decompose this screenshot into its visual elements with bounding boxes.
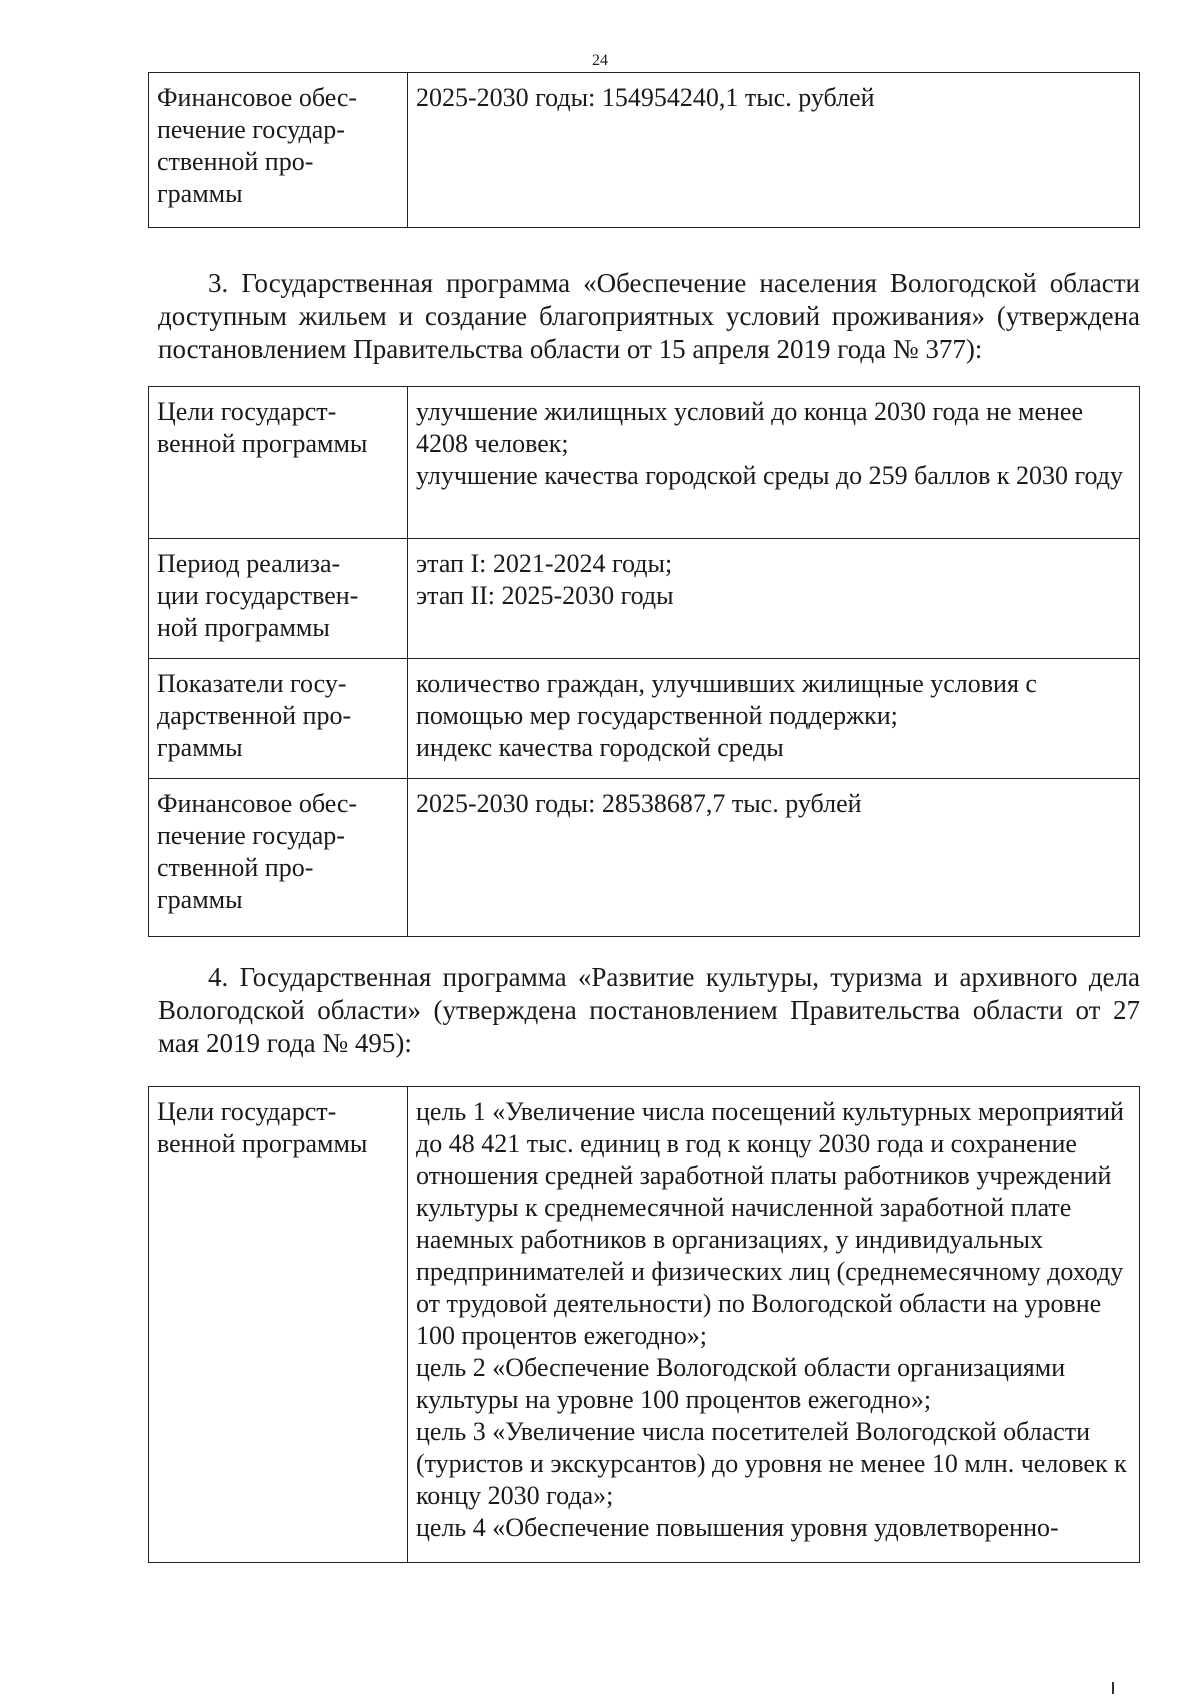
row-value-financing: 2025-2030 годы: 154954240,1 тыс. рублей <box>408 73 1140 228</box>
row-value-period: этап I: 2021-2024 годы; этап II: 2025-2030 годы <box>408 539 1140 659</box>
table-row <box>149 1087 1140 1563</box>
page-number: 24 <box>592 52 608 69</box>
table-row <box>149 387 1140 539</box>
row-value-financing: 2025-2030 годы: 28538687,7 тыс. рублей <box>408 779 1140 937</box>
program-3-table <box>148 386 1140 937</box>
table-row <box>149 779 1140 937</box>
table-row <box>149 539 1140 659</box>
program-4-table <box>148 1086 1140 1563</box>
section-3-paragraph: 3. Государственная программа «Обеспечение населения Вологодской области доступным жильем и создание благоприятных условий проживания» (утверждена постановлением Правительства области от 15 апреля 2019 года № 377): <box>158 268 1140 364</box>
table-row <box>149 73 1140 228</box>
row-label-indicators: Показатели госу- дарственной про- граммы <box>149 659 408 779</box>
scan-mark <box>1112 1682 1114 1694</box>
row-value-goals: улучшение жилищных условий до конца 2030 года не менее 4208 человек; улучшение качества городской среды до 259 баллов к 2030 году <box>408 387 1140 539</box>
row-value-goals: цель 1 «Увеличение числа посещений культурных мероприятий до 48 421 тыс. единиц в год к концу 2030 года и сохранение отношения средней заработной платы работников учреждений культуры к среднемесячной начисленной заработной плате наемных работников в организациях, у индивидуальных предприниматeлей и физических лиц (среднемесячному доходу от трудовой деятельности) по Вологодской области на уровне 100 процентов ежегодно»; цель 2 «Обеспечение Вологодской области организациями культуры на уровне 100 процентов ежегодно»; цель 3 «Увеличение числа посетителей Вологодской области (туристов и экскурсантов) до уровня не менее 10 млн. человек к концу 2030 года»; цель 4 «Обеспечение повышения уровня удовлетворенно- <box>408 1087 1140 1563</box>
row-label-financing: Финансовое обес- печение государ- ственной про- граммы <box>149 73 408 228</box>
row-label-period: Период реализа- ции государствен- ной программы <box>149 539 408 659</box>
row-label-financing: Финансовое обес- печение государ- ственной про- граммы <box>149 779 408 937</box>
section-4-paragraph: 4. Государственная программа «Развитие культуры, туризма и архивного дела Вологодской области» (утверждена постановлением Правительства области от 27 мая 2019 года № 495): <box>158 962 1140 1058</box>
row-label-goals: Цели государст- венной программы <box>149 1087 408 1563</box>
row-value-indicators: количество граждан, улучшивших жилищные условия с помощью мер государственной поддержки; индекс качества городской среды <box>408 659 1140 779</box>
row-label-goals: Цели государст- венной программы <box>149 387 408 539</box>
financing-table-section2 <box>148 72 1140 228</box>
table-row <box>149 659 1140 779</box>
